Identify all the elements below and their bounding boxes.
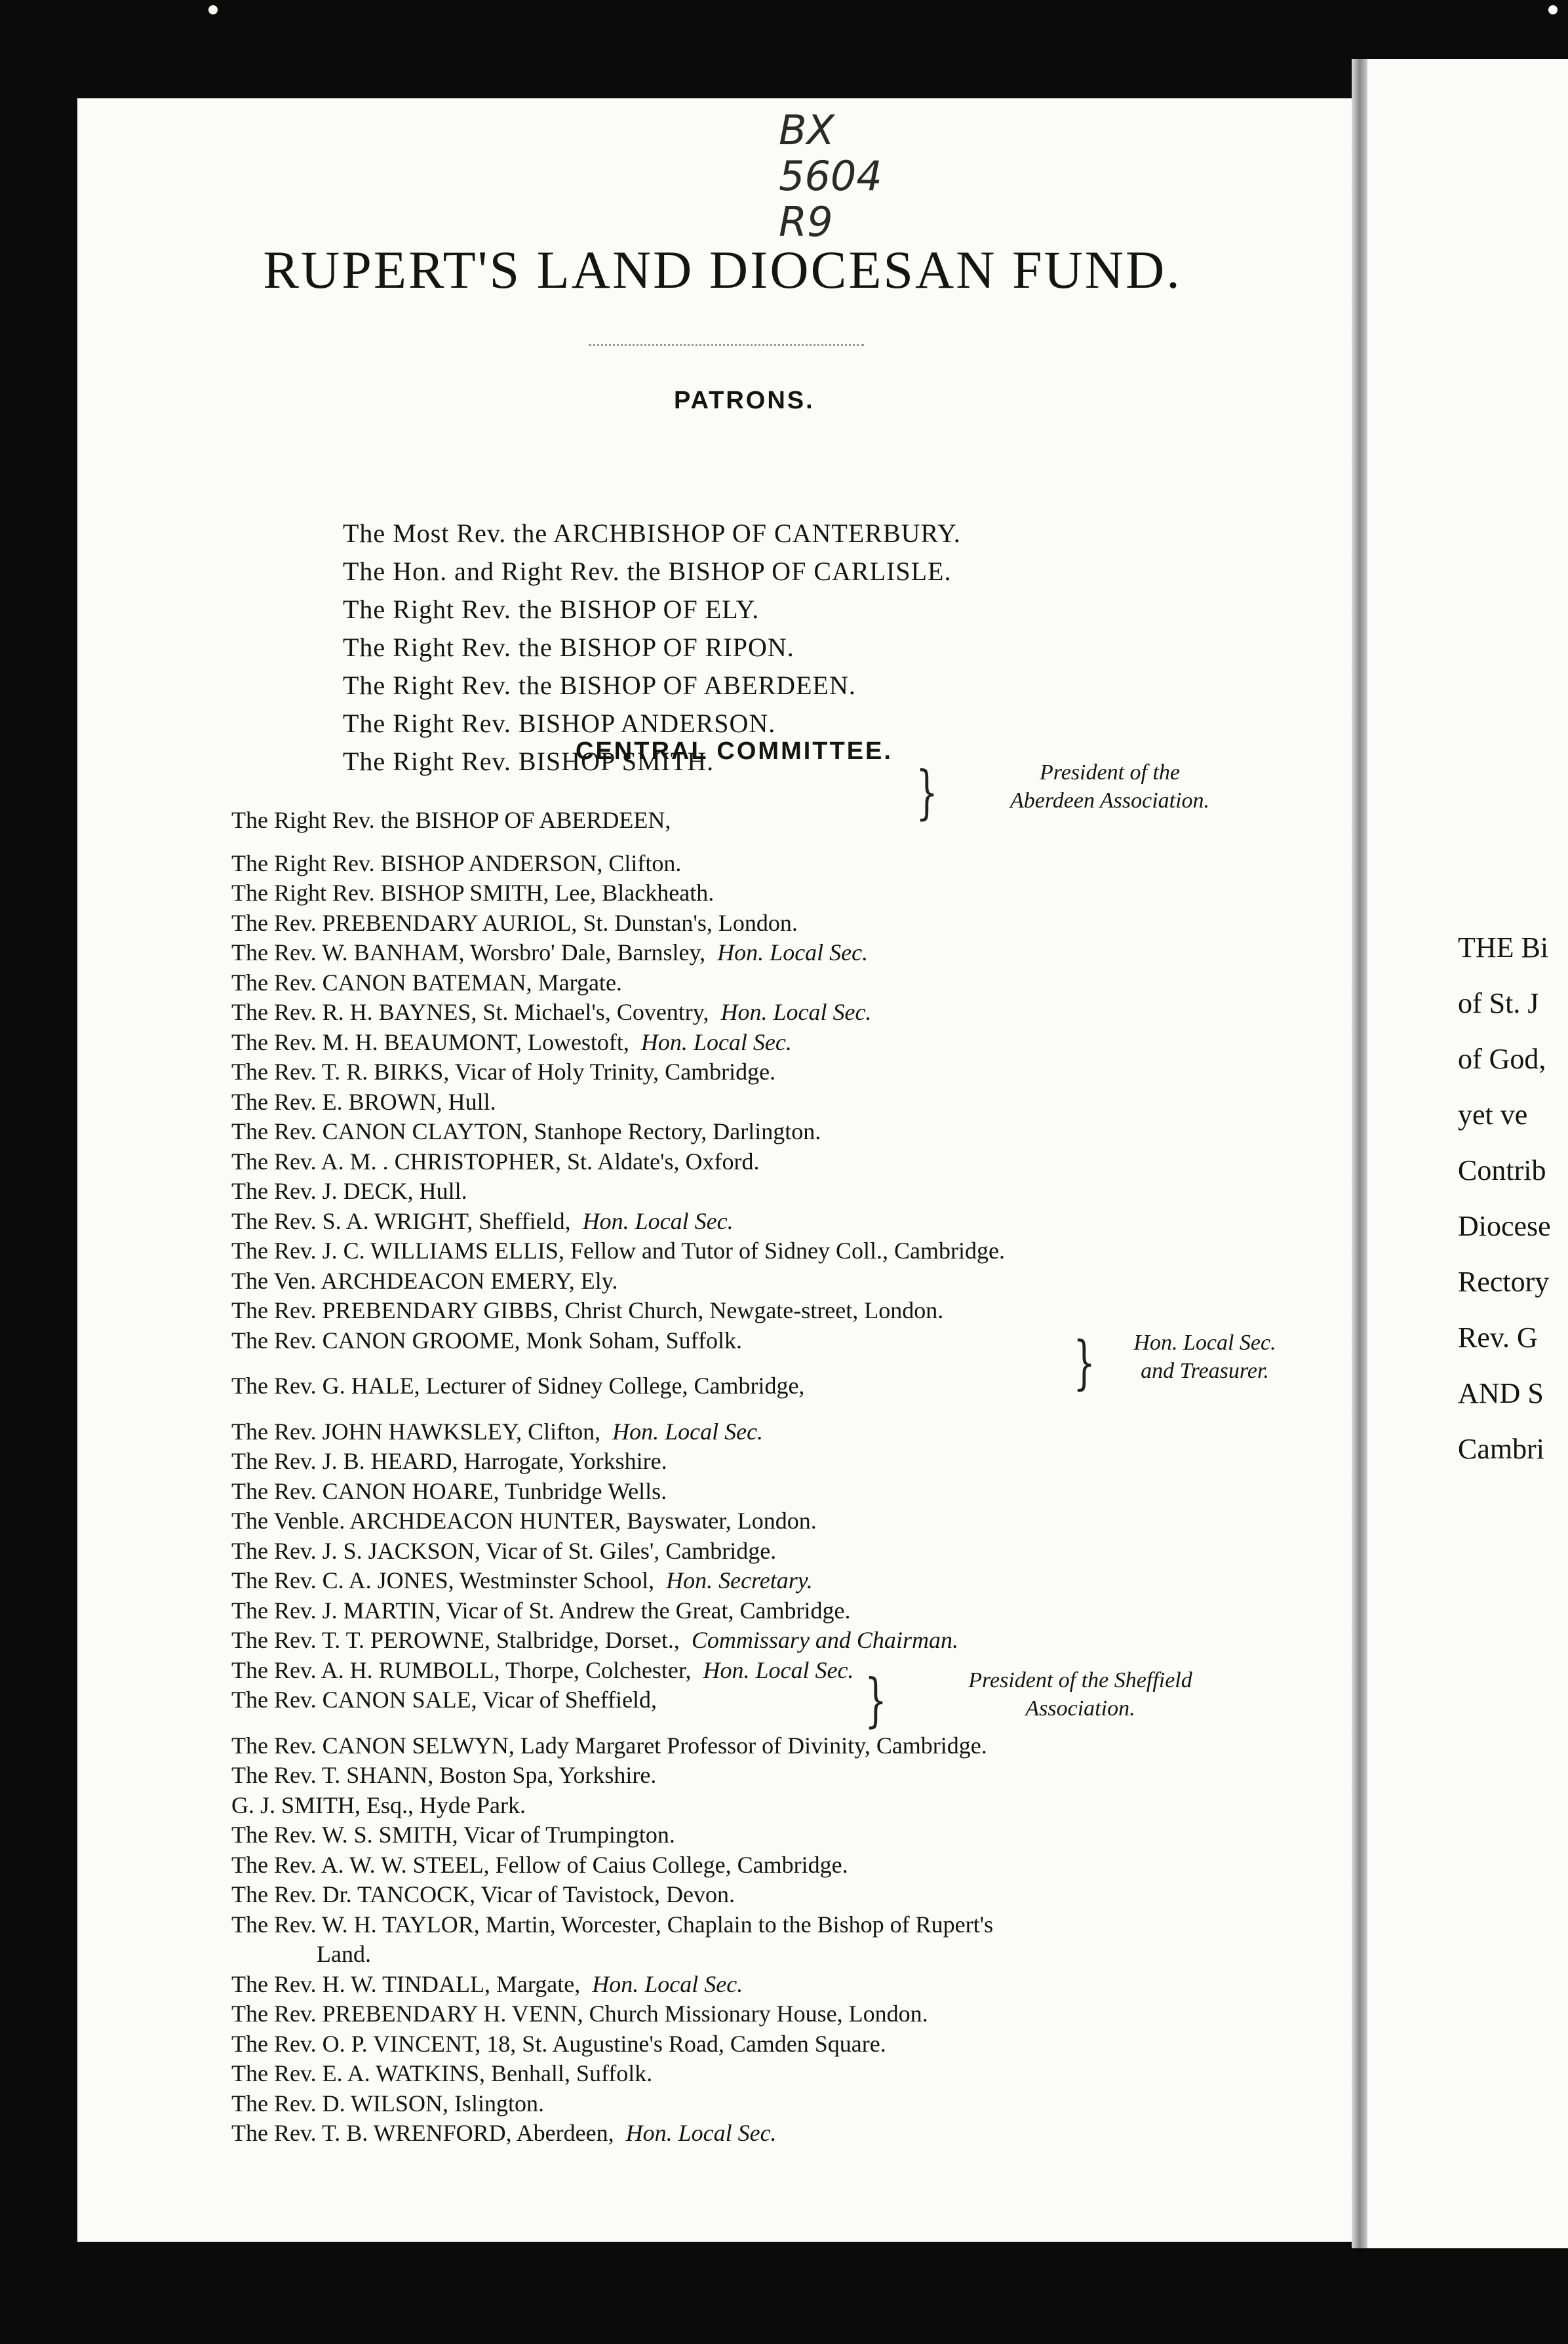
committee-member-text: G. J. SMITH, Esq., Hyde Park. (231, 1791, 526, 1818)
committee-member-role: Hon. Local Sec. (640, 1028, 792, 1055)
brace-aberdeen: } (916, 758, 938, 826)
committee-entry (231, 1327, 742, 1356)
committee-member-role: Hon. Local Sec. (703, 1656, 854, 1683)
call-number-line-3: R9 (779, 198, 833, 246)
committee-member-text: The Rev. A. H. RUMBOLL, Thorpe, Colchester, (231, 1656, 692, 1683)
committee-member-text: The Rev. T. B. WRENFORD, Aberdeen, (231, 2120, 614, 2146)
brace-note-hale-2: and Treasurer. (1141, 1359, 1269, 1383)
committee-member-text: The Rev. R. H. BAYNES, St. Michael's, Coventry, (231, 999, 709, 1025)
committee-entry (231, 1626, 958, 1655)
facing-page (1367, 59, 1568, 2248)
facing-page-fragment: Diocese (1458, 1210, 1551, 1242)
committee-entry (231, 2090, 544, 2119)
committee-entry (231, 1791, 526, 1820)
committee-member-text: The Rev. PREBENDARY AURIOL, St. Dunstan's, London. (231, 909, 798, 936)
committee-member-role: Hon. Local Sec. (717, 939, 869, 966)
committee-entry (231, 806, 671, 835)
committee-entry (231, 1267, 617, 1296)
committee-member-text: The Rev. W. S. SMITH, Vicar of Trumpington. (231, 1822, 675, 1848)
committee-member-text: The Rev. G. HALE, Lecturer of Sidney College, Cambridge, (231, 1373, 805, 1399)
patron-entry: The Most Rev. the ARCHBISHOP OF CANTERBURY. (343, 518, 961, 548)
committee-entry (231, 1372, 804, 1401)
facing-page-fragment: of God, (1458, 1043, 1546, 1075)
committee-entry (231, 1821, 675, 1850)
committee-entry (231, 1656, 853, 1685)
patron-entry: The Hon. and Right Rev. the BISHOP OF CARLISLE. (343, 557, 952, 586)
committee-entry (231, 1237, 1005, 1266)
committee-member-text: The Right Rev. BISHOP ANDERSON, Clifton. (231, 850, 682, 876)
film-speck (208, 5, 218, 14)
committee-entry (231, 909, 798, 938)
film-speck (1548, 5, 1558, 14)
committee-entry (231, 1177, 467, 1206)
committee-entry (231, 1732, 987, 1761)
committee-member-text: Land. (317, 1941, 371, 1967)
committee-entry (231, 2000, 928, 2029)
committee-entry (231, 850, 681, 878)
committee-entry (231, 1118, 821, 1146)
committee-entry (231, 2030, 886, 2059)
committee-entry (317, 1940, 371, 1969)
committee-member-text: The Rev. S. A. WRIGHT, Sheffield, (231, 1207, 571, 1234)
committee-member-text: The Rev. CANON GROOME, Monk Soham, Suffolk. (231, 1327, 742, 1354)
committee-member-text: The Rev. PREBENDARY H. VENN, Church Missionary House, London. (231, 2001, 928, 2027)
committee-member-text: The Ven. ARCHDEACON EMERY, Ely. (231, 1267, 618, 1294)
committee-entry (231, 1477, 667, 1506)
committee-entry (231, 1088, 496, 1117)
facing-page-fragment: Rectory (1458, 1266, 1550, 1298)
brace-hale: } (1073, 1329, 1095, 1396)
patron-entry: The Right Rev. the BISHOP OF ABERDEEN. (343, 671, 856, 700)
committee-entry (231, 1297, 943, 1325)
document-page (77, 98, 1367, 2242)
facing-page-fragment: Contrib (1458, 1154, 1546, 1186)
committee-member-text: The Rev. A. M. . CHRISTOPHER, St. Aldate's, Oxford. (231, 1148, 760, 1175)
committee-member-text: The Rev. A. W. W. STEEL, Fellow of Caius College, Cambridge. (231, 1851, 848, 1878)
brace-note-sale-2: Association. (1025, 1696, 1135, 1721)
committee-member-text: The Right Rev. BISHOP SMITH, Lee, Blackheath. (231, 880, 715, 906)
brace-sale: } (865, 1666, 887, 1734)
committee-entry (231, 1597, 850, 1626)
brace-note-hale-1: Hon. Local Sec. (1133, 1331, 1276, 1355)
committee-member-role: Hon. Local Sec. (720, 999, 872, 1025)
committee-entry (231, 1881, 735, 1909)
patron-entry: The Right Rev. the BISHOP OF ELY. (343, 595, 760, 624)
brace-note-aberdeen-2: Aberdeen Association. (1009, 789, 1210, 813)
committee-entry (231, 1207, 734, 1236)
committee-member-text: The Rev. PREBENDARY GIBBS, Christ Church, Newgate-street, London. (231, 1297, 944, 1323)
committee-member-text: The Rev. E. BROWN, Hull. (231, 1088, 496, 1115)
committee-member-text: The Rev. J. MARTIN, Vicar of St. Andrew the Great, Cambridge. (231, 1597, 851, 1624)
committee-entry (231, 1567, 813, 1595)
committee-member-text: The Rev. J. DECK, Hull. (231, 1178, 467, 1204)
committee-member-text: The Rev. CANON CLAYTON, Stanhope Rectory, Darlington. (231, 1118, 821, 1144)
committee-member-text: The Rev. JOHN HAWKSLEY, Clifton, (231, 1418, 601, 1445)
brace-note-sale-1: President of the Sheffield (968, 1668, 1192, 1692)
call-number-line-1: BX (779, 106, 835, 154)
committee-entry (231, 1418, 763, 1447)
committee-entry (231, 2119, 777, 2148)
committee-entry (231, 1028, 792, 1057)
committee-entry (231, 998, 871, 1027)
committee-member-text: The Right Rev. the BISHOP OF ABERDEEN, (231, 807, 671, 833)
committee-member-text: The Rev. T. R. BIRKS, Vicar of Holy Trinity, Cambridge. (231, 1059, 776, 1085)
committee-heading: CENTRAL COMMITTEE. (576, 737, 893, 765)
committee-entry (231, 1447, 667, 1476)
committee-member-role: Hon. Local Sec. (612, 1418, 764, 1445)
committee-member-role: Hon. Local Sec. (592, 1970, 743, 1997)
committee-entry (231, 2060, 652, 2088)
committee-entry (231, 879, 714, 908)
committee-member-text: The Rev. E. A. WATKINS, Benhall, Suffolk. (231, 2060, 653, 2086)
committee-member-role: Hon. Secretary. (666, 1567, 813, 1593)
title-divider (589, 344, 864, 346)
committee-entry (231, 1537, 776, 1566)
page-title: RUPERT'S LAND DIOCESAN FUND. (263, 240, 1182, 300)
committee-member-text: The Rev. CANON SALE, Vicar of Sheffield, (231, 1687, 657, 1713)
committee-entry (231, 1686, 657, 1715)
facing-page-fragment: Cambri (1458, 1433, 1544, 1465)
committee-entry (231, 969, 622, 998)
committee-member-role: Hon. Local Sec. (625, 2120, 777, 2146)
brace-note-aberdeen-1: President of the (1039, 760, 1181, 785)
patron-entry: The Right Rev. BISHOP SMITH. (343, 747, 715, 776)
committee-entry (231, 1911, 993, 1940)
patron-entry: The Right Rev. the BISHOP OF RIPON. (343, 633, 794, 662)
committee-member-text: The Rev. C. A. JONES, Westminster School, (231, 1567, 655, 1593)
patrons-heading: PATRONS. (674, 387, 815, 414)
facing-page-fragment: Rev. G (1458, 1321, 1538, 1354)
committee-member-text: The Venble. ARCHDEACON HUNTER, Bayswater, London. (231, 1508, 817, 1534)
committee-member-text: The Rev. J. B. HEARD, Harrogate, Yorkshire. (231, 1448, 667, 1474)
committee-member-text: The Rev. O. P. VINCENT, 18, St. Augustine's Road, Camden Square. (231, 2030, 886, 2057)
committee-member-text: The Rev. T. T. PEROWNE, Stalbridge, Dorset., (231, 1627, 680, 1653)
committee-entry (231, 1058, 775, 1087)
committee-member-text: The Rev. CANON SELWYN, Lady Margaret Professor of Divinity, Cambridge. (231, 1732, 987, 1759)
committee-member-text: The Rev. T. SHANN, Boston Spa, Yorkshire. (231, 1762, 657, 1788)
committee-member-text: The Rev. W. H. TAYLOR, Martin, Worcester, Chaplain to the Bishop of Rupert's (231, 1911, 994, 1938)
committee-entry (231, 1851, 848, 1880)
committee-member-text: The Rev. CANON BATEMAN, Margate. (231, 969, 622, 996)
committee-member-text: The Rev. J. C. WILLIAMS ELLIS, Fellow and Tutor of Sidney Coll., Cambridge. (231, 1238, 1005, 1264)
committee-member-text: The Rev. Dr. TANCOCK, Vicar of Tavistock, Devon. (231, 1881, 735, 1907)
facing-page-fragment: of St. J (1458, 987, 1539, 1019)
committee-entry (231, 1148, 760, 1177)
committee-entry (231, 1970, 743, 1999)
committee-member-text: The Rev. CANON HOARE, Tunbridge Wells. (231, 1477, 667, 1504)
committee-entry (231, 1507, 817, 1536)
facing-page-fragment: yet ve (1458, 1099, 1528, 1131)
call-number-line-2: 5604 (779, 152, 882, 200)
facing-page-fragment: THE Bi (1458, 931, 1549, 964)
committee-member-text: The Rev. D. WILSON, Islington. (231, 2090, 544, 2117)
committee-member-text: The Rev. J. S. JACKSON, Vicar of St. Giles', Cambridge. (231, 1537, 777, 1564)
committee-member-text: The Rev. M. H. BEAUMONT, Lowestoft, (231, 1028, 629, 1055)
committee-member-text: The Rev. H. W. TINDALL, Margate, (231, 1970, 581, 1997)
committee-member-role: Hon. Local Sec. (582, 1207, 734, 1234)
facing-page-fragment: AND S (1458, 1377, 1544, 1409)
committee-entry (231, 1761, 656, 1790)
committee-entry (231, 939, 868, 967)
patron-entry: The Right Rev. BISHOP ANDERSON. (343, 709, 776, 738)
committee-member-role: Commissary and Chairman. (691, 1627, 958, 1653)
page-fold (1352, 59, 1367, 2248)
committee-member-text: The Rev. W. BANHAM, Worsbro' Dale, Barnsley, (231, 939, 706, 966)
